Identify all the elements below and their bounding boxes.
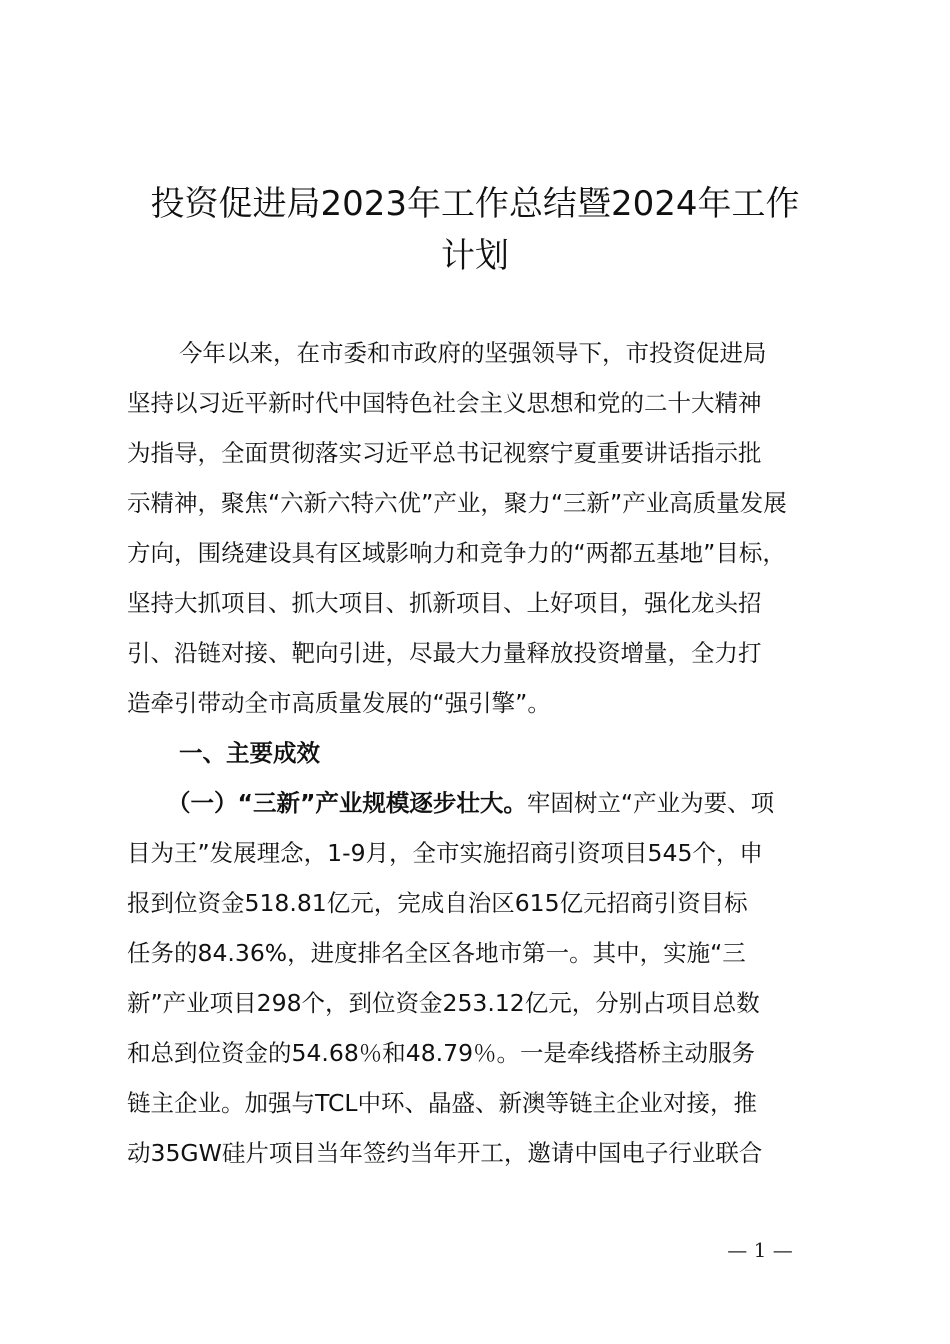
title-line-2: 计划 (441, 236, 509, 276)
paragraph-line: 今年以来，在市委和市政府的坚强领导下，市投资促进局 (179, 339, 767, 367)
paragraph-line: 任务的84.36%，进度排名全区各地市第一。其中，实施“三 (127, 939, 746, 967)
document-title (100, 178, 850, 282)
paragraph-line: 引、沿链对接、靶向引进，尽最大力量释放投资增量，全力打 (127, 639, 762, 667)
document-body (127, 328, 847, 1178)
intro-paragraph (127, 328, 847, 728)
paragraph-line: 链主企业。加强与TCL中环、晶盛、新澳等链主企业对接，推 (127, 1089, 757, 1117)
paragraph-line: 新”产业项目298个，到位资金253.12亿元，分别占项目总数 (127, 989, 760, 1017)
paragraph-line-text: 牢固树立“产业为要、项 (526, 789, 775, 817)
paragraph-line: 坚持以习近平新时代中国特色社会主义思想和党的二十大精神 (127, 389, 762, 417)
title-line-1: 投资促进局2023年工作总结暨2024年工作 (150, 184, 800, 224)
paragraph-line: 目为王”发展理念，1-9月，全市实施招商引资项目545个，申 (127, 839, 763, 867)
paragraph-line: 示精神，聚焦“六新六特六优”产业，聚力“三新”产业高质量发展 (127, 489, 787, 517)
section-heading-main-results: 一、主要成效 (179, 739, 320, 767)
paragraph-line: 方向，围绕建设具有区域影响力和竞争力的“两都五基地”目标， (127, 539, 786, 567)
paragraph-line: 造牵引带动全市高质量发展的“强引擎”。 (127, 689, 551, 717)
paragraph-line: 报到位资金518.81亿元，完成自治区615亿元招商引资目标 (127, 889, 748, 917)
section-1-paragraph (127, 778, 847, 1178)
paragraph-line: 和总到位资金的54.68％和48.79％。一是牵线搭桥主动服务 (127, 1039, 756, 1067)
paragraph-line: 动35GW硅片项目当年签约当年开工，邀请中国电子行业联合 (127, 1139, 763, 1167)
paragraph-line (127, 778, 847, 828)
paragraph-line: 坚持大抓项目、抓大项目、抓新项目、上好项目，强化龙头招 (127, 589, 762, 617)
subheading-three-new-industries: （一）“三新”产业规模逐步壮大。 (167, 789, 527, 817)
page-number: — 1 — (727, 1238, 793, 1262)
paragraph-line: 为指导，全面贯彻落实习近平总书记视察宁夏重要讲话指示批 (127, 439, 762, 467)
